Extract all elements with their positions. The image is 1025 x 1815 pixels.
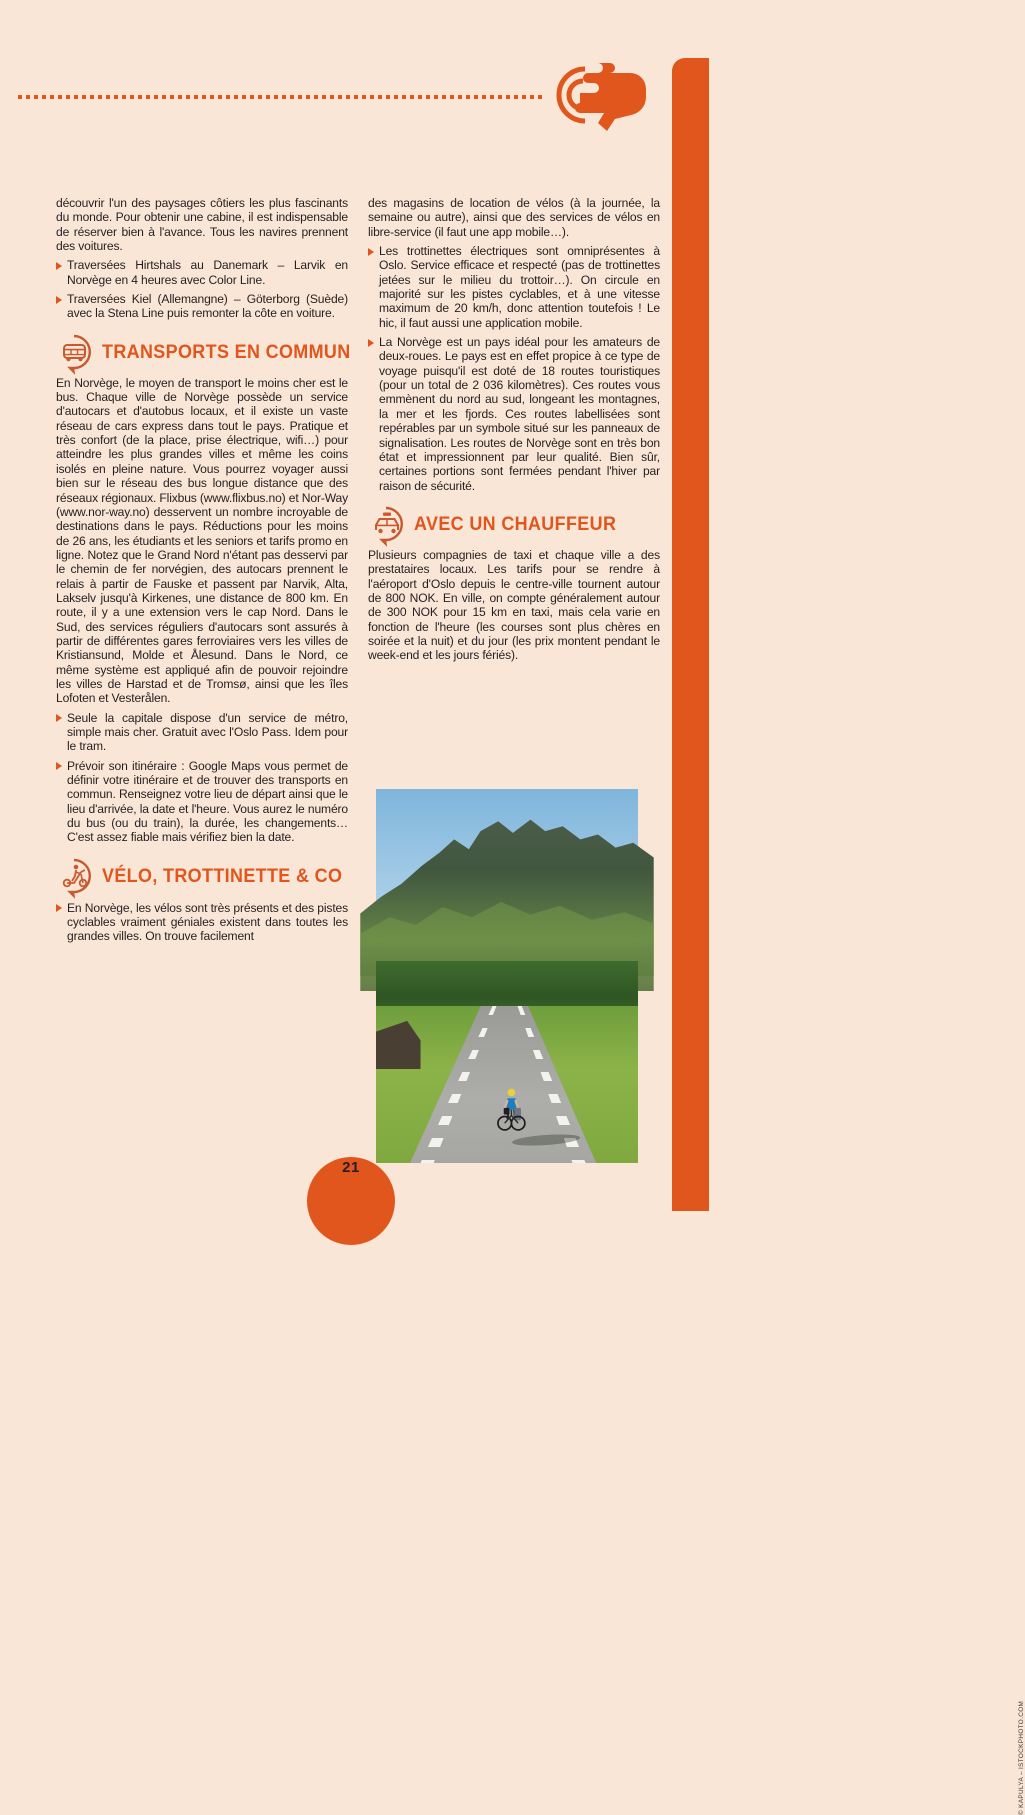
bullet-item: Les trottinettes électriques sont omniprésentes à Oslo. Service efficace et respecté (pas de trottinettes jetées sur le milieu du trottoir…). On circule en majorité sur les pistes cyclables, et à une vitesse maximum de 20 km/h, donc attention toutefois ! Le hic, il faut aussi une application mobile. [368, 244, 660, 330]
bullet-item: Prévoir son itinéraire : Google Maps vous permet de définir votre itinéraire et de trouver des transports en commun. Renseignez votre lieu de départ ainsi que le lieu d'arrivée, la date et l'heure. Vous aurez le numéro du bus (ou du train), la durée, les changements… C'est assez fiable mais vérifiez bien la date. [56, 759, 348, 845]
bullet-item: Traversées Hirtshals au Danemark – Larvik en Norvège en 4 heures avec Color Line. [56, 258, 348, 287]
page-number: 21 [342, 1159, 360, 1176]
section-heading-velo [56, 858, 348, 896]
intro-paragraph: découvrir l'un des paysages côtiers les plus fascinants du monde. Pour obtenir une cabine, il est indispensable de réserver bien à l'avance. Tous les navires prennent des voitures. [56, 196, 348, 254]
section-title: TRANSPORTS EN COMMUN [102, 341, 351, 364]
section-paragraph: Plusieurs compagnies de taxi et chaque ville a des prestataires locaux. Les tarifs pour se rendre à l'aéroport d'Oslo depuis le centre-ville tournent autour de 800 NOK. En ville, on compte généralement autour de 300 NOK pour 15 km en taxi, mais cela varie en fonction de l'heure (les courses sont plus chères en soirée et la nuit) et du jour (les prix montent pendant le week-end et les jours fériés). [368, 547, 660, 663]
section-title: VÉLO, TROTTINETTE & CO [102, 865, 343, 888]
scooter-bubble-icon [56, 858, 96, 896]
bus-bubble-icon [56, 334, 96, 372]
continuation-paragraph: des magasins de location de vélos (à la journée, la semaine ou autre), ainsi que des services de vélos en libre-service (il faut une app mobile…). [368, 196, 660, 239]
cyclist-mountain-photo [376, 789, 638, 1163]
page-header-band [0, 0, 709, 190]
photo-cyclist [497, 1077, 526, 1141]
photo-figure [376, 789, 1025, 1815]
bullet-item: Traversées Kiel (Allemangne) – Göterborg (Suède) avec la Stena Line puis remonter la côte en voiture. [56, 292, 348, 321]
section-paragraph: En Norvège, le moyen de transport le moins cher est le bus. Chaque ville de Norvège possède un service d'autocars et d'autobus locaux, et il existe un vaste réseau de cars express dans tout le pays. Pratique et très confort (de la place, prise électrique, wifi…) pour atteindre les plus grandes villes et même les coins isolés en pleine nature. Vous pourrez voyager aussi bien sur le réseau des bus longue distance que des réseaux régionaux. Flixbus (www.flixbus.no) et Nor-Way (www.nor-way.no) desservent un nombre incroyable de destinations dans le pays. Réductions pour les moins de 26 ans, les étudiants et les seniors et tarifs promo en ligne. Notez que le Grand Nord n'étant pas desservi par le chemin de fer norvégien, des autocars prennent le relais à partir de Fauske et passent par Narvik, Alta, Lakselv jusqu'à Kirkenes, une distance de 800 km. En route, il y a une extension vers le cap Nord. Dans le Sud, des services réguliers d'autocars sont assurés à partir de différentes gares ferroviaires vers les villes de Kristiansund, Molde et Ålesund. Dans le Nord, ce même système est appliqué afin de pouvoir rejoindre les villes de Harstad et de Tromsø, ainsi que les îles Lofoten et Vesterålen. [56, 375, 348, 706]
section-heading-chauffeur [368, 506, 660, 544]
section-heading-transports [56, 334, 351, 372]
bullet-item: En Norvège, les vélos sont très présents et des pistes cyclables vraiment géniales existent dans toutes les grandes villes. On trouve facilement [56, 901, 348, 944]
section-title: AVEC UN CHAUFFEUR [414, 513, 617, 536]
taxi-bubble-icon [368, 506, 408, 544]
left-column [56, 196, 351, 947]
dotted-rule [18, 95, 545, 99]
photo-credit: © KAPULYA – ISTOCKPHOTO.COM [1018, 1700, 1025, 1815]
bullet-item: Seule la capitale dispose d'un service de métro, simple mais cher. Gratuit avec l'Oslo Pass. Idem pour le tram. [56, 711, 348, 754]
bullet-item: La Norvège est un pays idéal pour les amateurs de deux-roues. Le pays est en effet propice à ce type de voyage puisqu'il est doté de 18 routes touristiques (pour un total de 2 036 kilomètres). Ces routes vous emmènent du nord au sud, longeant les montagnes, la mer et les fjords. Ces routes labellisées sont repérables par un symbole situé sur les panneaux de signalisation. Les routes de Norvège sont en très bon état et impressionnent par leur qualité. Bien sûr, certaines portions sont fermées pendant l'hiver par raison de sécurité. [368, 335, 660, 493]
tap-hand-icon [549, 56, 665, 134]
